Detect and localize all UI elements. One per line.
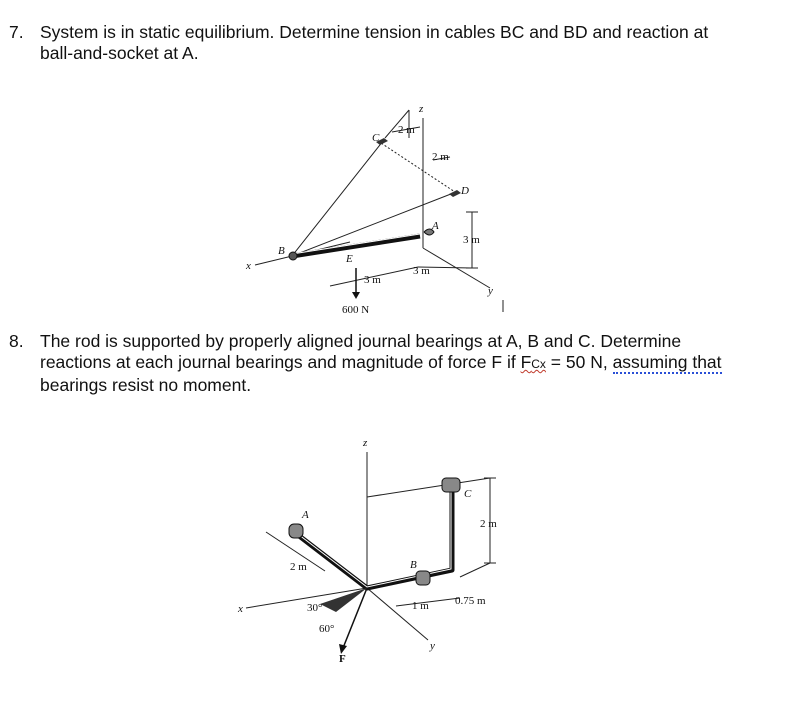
p7-dim-vertical: 3 m bbox=[463, 234, 480, 246]
bearing-a bbox=[289, 524, 303, 538]
problem-8-number: 8. bbox=[9, 331, 24, 351]
p8-label-b: B bbox=[410, 559, 417, 571]
problem-8-line-2: reactions at each journal bearings and magnitude of force F if FCx = 50 N, assuming that bbox=[40, 352, 722, 372]
problem-7-number: 7. bbox=[9, 22, 24, 42]
bearing-c bbox=[442, 478, 460, 492]
p7-label-z: z bbox=[419, 103, 424, 115]
p8-label-y: y bbox=[430, 640, 435, 652]
p7-label-y: y bbox=[488, 285, 493, 297]
p8-angle-30: 30° bbox=[307, 602, 323, 614]
p7-dim-ea: 3 m bbox=[413, 265, 430, 277]
p8-force-label: F bbox=[339, 653, 346, 665]
grammar-underline: assuming that bbox=[612, 352, 722, 372]
p8-dim-c-vertical: 2 m bbox=[480, 518, 497, 530]
p8-dim-ob: 1 m bbox=[412, 600, 429, 612]
bearing-b bbox=[416, 571, 430, 585]
p8-y-axis bbox=[367, 588, 428, 640]
p7-label-e: E bbox=[346, 253, 353, 265]
force-symbol: FCx bbox=[520, 352, 546, 372]
p8-label-a: A bbox=[302, 509, 309, 521]
p7-dim-cz: 2 m bbox=[398, 124, 415, 136]
problem-7-line-2: ball-and-socket at A. bbox=[40, 43, 199, 63]
p8-label-z: z bbox=[363, 437, 368, 449]
p7-label-x: x bbox=[246, 260, 251, 272]
p7-dim-zd: 2 m bbox=[432, 151, 449, 163]
p7-load-label: 600 N bbox=[342, 304, 370, 316]
p7-dim-be: 3 m bbox=[364, 274, 381, 286]
p8-dim-bc: 0.75 m bbox=[455, 595, 486, 607]
p7-label-d: D bbox=[461, 185, 469, 197]
p7-label-c: C bbox=[372, 132, 380, 144]
problem-8-line-3: bearings resist no moment. bbox=[40, 375, 252, 395]
problem-8-line-1: The rod is supported by properly aligned journal bearings at A, B and C. Determine bbox=[40, 331, 682, 351]
p8-dim-a-arm: 2 m bbox=[290, 561, 307, 573]
problem-7-line-1: System is in static equilibrium. Determine tension in cables BC and BD and reaction at bbox=[40, 22, 709, 42]
p7-label-a: A bbox=[432, 220, 439, 232]
p8-angle-60: 60° bbox=[319, 623, 335, 635]
p7-label-b: B bbox=[278, 245, 285, 257]
p8-label-c: C bbox=[464, 488, 472, 500]
p8-label-x: x bbox=[238, 603, 243, 615]
